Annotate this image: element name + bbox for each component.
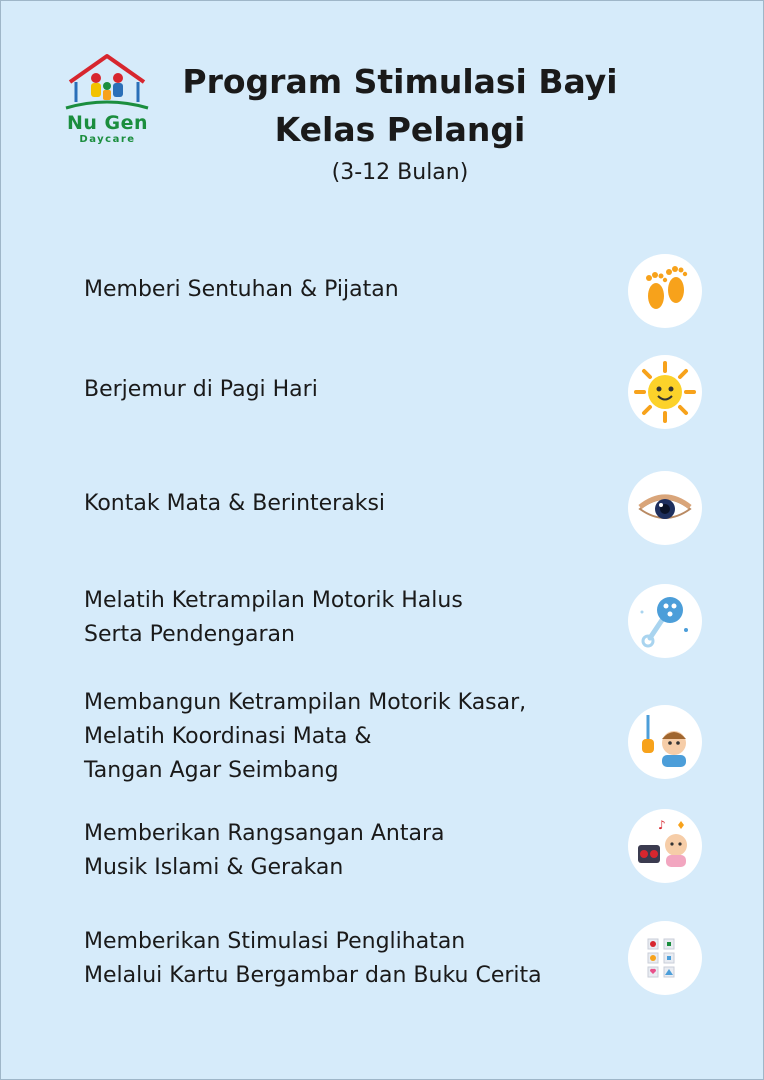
baby-music-icon [628, 809, 702, 883]
program-item-2 [84, 373, 604, 407]
item-line: Kontak Mata & Berinteraksi [84, 491, 386, 516]
page-title-line-1: Program Stimulasi Bayi [182, 62, 618, 101]
program-item-7 [84, 925, 604, 993]
item-line: Melatih Koordinasi Mata & [84, 724, 372, 749]
item-line: Melalui Kartu Bergambar dan Buku Cerita [84, 963, 542, 988]
page-title-line-2: Kelas Pelangi [274, 110, 526, 149]
item-line: Memberikan Stimulasi Penglihatan [84, 929, 466, 954]
program-item-6 [84, 817, 604, 885]
item-line: Berjemur di Pagi Hari [84, 377, 318, 402]
eye-icon [628, 471, 702, 545]
page-header [140, 58, 660, 185]
footprints-icon [628, 254, 702, 328]
program-item-5 [84, 686, 604, 788]
item-line: Tangan Agar Seimbang [84, 758, 339, 783]
program-item-3 [84, 487, 604, 521]
item-line: Melatih Ketrampilan Motorik Halus [84, 588, 463, 613]
svg-text:♪: ♪ [658, 818, 666, 832]
item-line: Memberikan Rangsangan Antara [84, 821, 445, 846]
sun-icon [628, 355, 702, 429]
item-line: Serta Pendengaran [84, 622, 295, 647]
logo-subtitle: Daycare [79, 134, 136, 145]
item-line: Membangun Ketrampilan Motorik Kasar, [84, 690, 527, 715]
program-item-1 [84, 273, 604, 307]
logo-name: Nu Gen [66, 112, 149, 134]
program-item-4 [84, 584, 604, 652]
rattle-icon [628, 584, 702, 658]
item-line: Musik Islami & Gerakan [84, 855, 344, 880]
page-subtitle: (3-12 Bulan) [331, 160, 469, 185]
baby-playing-icon [628, 705, 702, 779]
picture-cards-icon [628, 921, 702, 995]
item-line: Memberi Sentuhan & Pijatan [84, 277, 399, 302]
